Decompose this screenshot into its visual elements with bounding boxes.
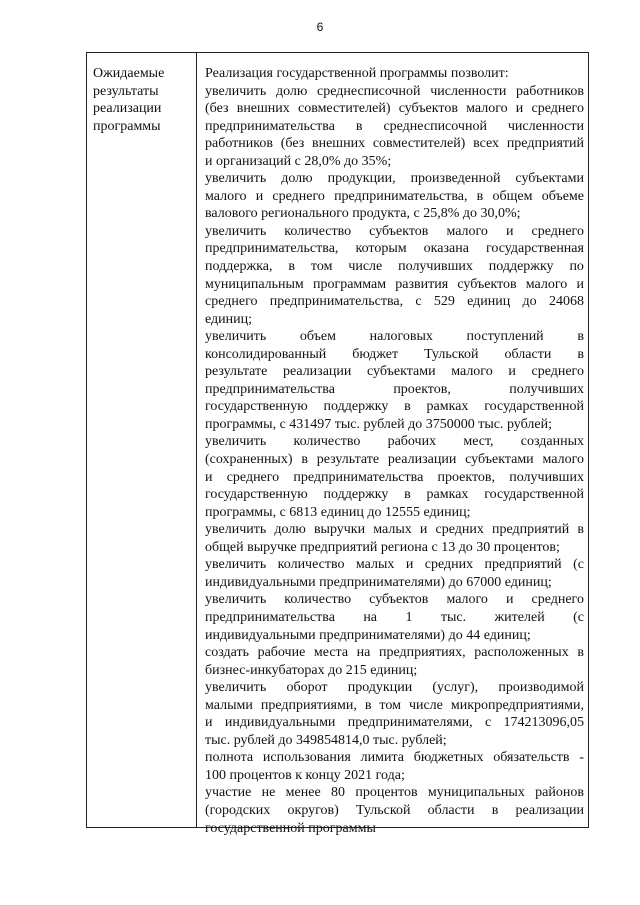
content-line: и индивидуальными предпринимателями, с 174213096,05 bbox=[205, 715, 584, 731]
content-line: поддержка, в том числе получивших поддержку по bbox=[205, 259, 584, 275]
content-line: 100 процентов к концу 2021 года; bbox=[205, 767, 405, 783]
content-line: государственную поддержку в рамках государственной bbox=[205, 399, 584, 415]
content-line: Реализация государственной программы позволит: bbox=[205, 66, 509, 81]
content-line: индивидуальными предпринимателями) до 44 единиц; bbox=[205, 627, 531, 643]
content-line: валового регионального продукта, с 25,8% до 30,0%; bbox=[205, 206, 521, 222]
content-line: малого и среднего предпринимательства, в общем объеме bbox=[205, 188, 584, 204]
content-line: результате реализации субъектами малого и среднего bbox=[205, 364, 584, 380]
label-line: Ожидаемые bbox=[93, 66, 165, 81]
content-line: увеличить количество субъектов малого и среднего bbox=[205, 223, 584, 239]
content-line: программы, с 431497 тыс. рублей до 3750000 тыс. рублей; bbox=[205, 416, 552, 432]
content-line: участие не менее 80 процентов муниципальных районов bbox=[205, 785, 584, 801]
content-line: увеличить количество малых и средних предприятий (с bbox=[205, 557, 584, 573]
content-line: предпринимательства, которым оказана государственная bbox=[205, 241, 584, 257]
content-line: программы, с 6813 единиц до 12555 единиц; bbox=[205, 504, 471, 520]
content-line: (городских округов) Тульской области в реализации bbox=[205, 802, 584, 818]
label-line: программы bbox=[93, 118, 161, 134]
content-line: увеличить долю выручки малых и средних предприятий в bbox=[205, 522, 584, 538]
content-line: увеличить оборот продукции (услуг), производимой bbox=[205, 680, 584, 696]
content-line: индивидуальными предпринимателями) до 67000 единиц; bbox=[205, 574, 552, 590]
content-line: увеличить долю среднесписочной численности работников bbox=[205, 83, 584, 99]
content-line: общей выручке предприятий региона с 13 до 30 процентов; bbox=[205, 539, 560, 555]
content-line: работников (без внешних совместителей) всех предприятий bbox=[205, 136, 584, 152]
content-line: государственную поддержку в рамках государственной bbox=[205, 487, 584, 503]
content-line: увеличить долю продукции, произведенной субъектами bbox=[205, 171, 584, 187]
content-line: малыми предприятиями, в том числе микропредприятиями, bbox=[205, 697, 584, 713]
content-line: (сохраненных) в результате реализации субъектами малого bbox=[205, 452, 584, 468]
label-line: реализации bbox=[93, 101, 162, 116]
content-line: консолидированный бюджет Тульской области в bbox=[205, 346, 584, 362]
content-line: полнота использования лимита бюджетных обязательств - bbox=[205, 750, 584, 766]
content-line: государственной программы bbox=[205, 820, 376, 836]
content-line: увеличить количество рабочих мест, созданных bbox=[205, 434, 584, 450]
content-line: единиц; bbox=[205, 311, 253, 327]
content-line: и среднего предпринимательства проектов, получивших bbox=[205, 469, 584, 485]
results-table bbox=[86, 52, 589, 836]
content-line: (без внешних совместителей) субъектов малого и среднего bbox=[205, 101, 584, 117]
content-line: создать рабочие места на предприятиях, расположенных в bbox=[205, 645, 584, 661]
content-cell bbox=[197, 53, 588, 836]
content-line: среднего предпринимательства, с 529 единиц до 24068 bbox=[205, 294, 584, 310]
content-line: тыс. рублей до 349854814,0 тыс. рублей; bbox=[205, 732, 447, 748]
label-cell bbox=[87, 53, 197, 827]
content-line: и организаций с 28,0% до 35%; bbox=[205, 153, 392, 169]
content-line: увеличить количество субъектов малого и среднего bbox=[205, 592, 584, 608]
page-number: 6 bbox=[316, 20, 324, 34]
content-line: бизнес-инкубаторах до 215 единиц; bbox=[205, 662, 418, 678]
content-line: увеличить объем налоговых поступлений в bbox=[205, 329, 584, 345]
content-line: предпринимательства на 1 тыс. жителей (с bbox=[205, 609, 584, 625]
content-line: муниципальным программам развития субъектов малого и bbox=[205, 276, 584, 292]
content-line: предпринимательства проектов, получивших bbox=[205, 381, 584, 397]
label-line: результаты bbox=[93, 83, 159, 99]
content-line: предпринимательства в среднесписочной численности bbox=[205, 118, 584, 134]
